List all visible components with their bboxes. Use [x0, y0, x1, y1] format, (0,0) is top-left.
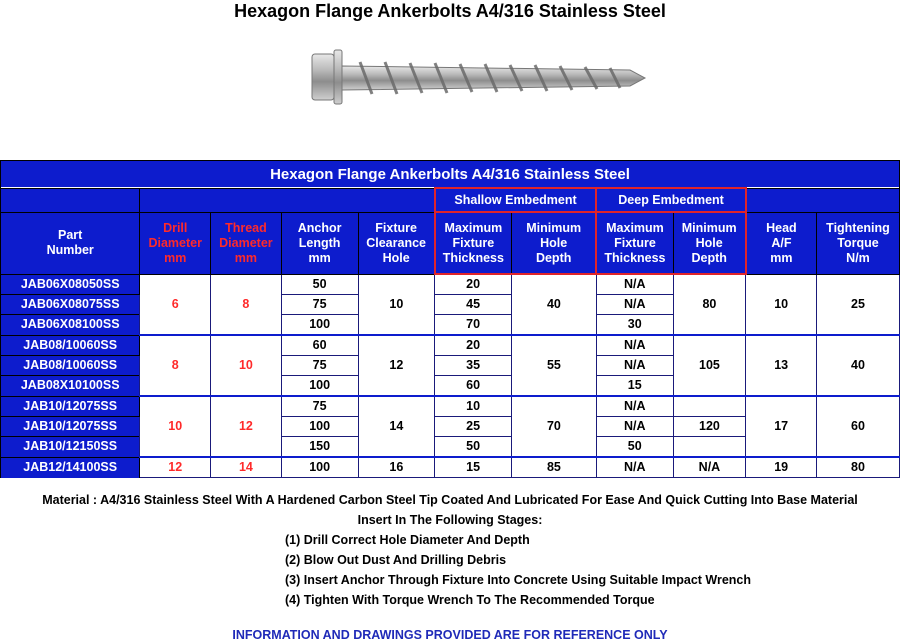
header-line: N/m: [846, 250, 870, 265]
anchor-length-cell: 150: [281, 437, 358, 458]
tightening-torque-cell: 40: [816, 335, 899, 396]
header-line: Length: [298, 235, 341, 250]
shallow-max-fixture-cell: 35: [435, 356, 512, 376]
header-line: mm: [770, 250, 793, 265]
header-line: Hole: [540, 235, 568, 250]
reference-disclaimer: INFORMATION AND DRAWINGS PROVIDED ARE FOR REFERENCE ONLY: [232, 628, 668, 642]
header-line: mm: [234, 250, 258, 265]
deep-max-fixture-cell: N/A: [596, 396, 673, 417]
part-number-cell: JAB08X10100SS: [1, 376, 140, 397]
install-step: (1) Drill Correct Hole Diameter And Depth: [285, 533, 530, 547]
table-row: [1, 457, 900, 478]
drill-diameter-cell: 12: [140, 457, 211, 478]
shallow-max-fixture-header: [435, 212, 512, 274]
fixture-clearance-cell: 12: [358, 335, 435, 396]
head-af-cell: 10: [746, 274, 817, 335]
deep-max-fixture-cell: 30: [596, 315, 673, 336]
thread-diameter-cell: 12: [211, 396, 282, 457]
shallow-min-hole-cell: 40: [512, 274, 597, 335]
header-line: Number: [46, 243, 94, 257]
deep-min-hole-header: [673, 212, 746, 274]
shallow-max-fixture-cell: 20: [435, 274, 512, 295]
install-step: (2) Blow Out Dust And Drilling Debris: [285, 553, 507, 567]
anchor-length-cell: 100: [281, 457, 358, 478]
thread-diameter-cell: 10: [211, 335, 282, 396]
anchor-length-cell: 100: [281, 376, 358, 397]
fixture-clearance-cell: 10: [358, 274, 435, 335]
thread-diameter-cell: 8: [211, 274, 282, 335]
anchor-length-cell: 75: [281, 356, 358, 376]
part-number-cell: JAB10/12075SS: [1, 396, 140, 417]
deep-min-hole-cell: 80: [673, 274, 746, 335]
deep-min-hole-cell: 120: [673, 417, 746, 437]
group-header-blank: [746, 188, 900, 212]
shallow-max-fixture-cell: 45: [435, 295, 512, 315]
head-af-cell: 19: [746, 457, 817, 478]
spec-table: [0, 160, 900, 478]
head-af-header: [746, 212, 817, 274]
part-number-cell: JAB06X08100SS: [1, 315, 140, 336]
anchor-length-header: [281, 212, 358, 274]
header-line: Depth: [535, 250, 572, 265]
header-line: Thickness: [604, 250, 666, 265]
header-line: Hole: [695, 235, 723, 250]
stages-heading: Insert In The Following Stages:: [357, 513, 543, 527]
notes-section: [0, 490, 900, 610]
table-title: Hexagon Flange Ankerbolts A4/316 Stainless Steel: [1, 161, 900, 189]
shallow-min-hole-cell: 70: [512, 396, 597, 457]
deep-max-fixture-cell: 15: [596, 376, 673, 397]
header-line: Head: [766, 220, 797, 235]
header-line: Clearance: [366, 235, 426, 250]
header-line: Maximum: [606, 220, 664, 235]
deep-max-fixture-cell: N/A: [596, 356, 673, 376]
install-step: (3) Insert Anchor Through Fixture Into Concrete Using Suitable Impact Wrench: [285, 573, 752, 587]
header-line: Minimum: [681, 220, 737, 235]
deep-max-fixture-cell: N/A: [596, 457, 673, 478]
group-header-blank: [1, 188, 140, 212]
part-number-cell: JAB08/10060SS: [1, 335, 140, 356]
deep-max-fixture-header: [596, 212, 673, 274]
tightening-torque-cell: 80: [816, 457, 899, 478]
anchor-length-cell: 100: [281, 315, 358, 336]
header-line: Drill: [163, 220, 188, 235]
header-line: Tightening: [826, 220, 890, 235]
group-header-blank: [140, 188, 435, 212]
material-note: Material : A4/316 Stainless Steel With A Hardened Carbon Steel Tip Coated And Lubricated For Ease And Quick Cutting Into Base Material: [42, 493, 858, 507]
header-line: mm: [308, 250, 331, 265]
deep-min-hole-cell: [673, 437, 746, 458]
header-line: Depth: [691, 250, 727, 265]
shallow-min-hole-header: [512, 212, 597, 274]
deep-embedment-header: Deep Embedment: [596, 188, 745, 212]
shallow-max-fixture-cell: 50: [435, 437, 512, 458]
header-line: Minimum: [526, 220, 582, 235]
page-title: Hexagon Flange Ankerbolts A4/316 Stainless Steel: [234, 1, 666, 21]
fixture-clearance-cell: 14: [358, 396, 435, 457]
anchor-length-cell: 100: [281, 417, 358, 437]
drill-diameter-cell: 8: [140, 335, 211, 396]
deep-min-hole-cell: [673, 396, 746, 417]
shallow-max-fixture-cell: 15: [435, 457, 512, 478]
anchor-length-cell: 60: [281, 335, 358, 356]
install-step: (4) Tighten With Torque Wrench To The Recommended Torque: [285, 593, 655, 607]
part-number-cell: JAB12/14100SS: [1, 457, 140, 478]
header-line: Fixture: [375, 220, 417, 235]
header-line: mm: [164, 250, 187, 265]
table-row: [1, 274, 900, 295]
drill-diameter-cell: 10: [140, 396, 211, 457]
thread-diameter-header: [211, 212, 282, 274]
drill-diameter-header: [140, 212, 211, 274]
tightening-torque-cell: 60: [816, 396, 899, 457]
part-number-cell: JAB10/12075SS: [1, 417, 140, 437]
tightening-torque-cell: 25: [816, 274, 899, 335]
part-number-cell: JAB10/12150SS: [1, 437, 140, 458]
head-af-cell: 13: [746, 335, 817, 396]
header-line: Fixture: [614, 235, 656, 250]
deep-max-fixture-cell: N/A: [596, 335, 673, 356]
deep-min-hole-cell: 105: [673, 335, 746, 396]
hex-flange-anchor-bolt-icon: [300, 48, 650, 108]
shallow-min-hole-cell: 55: [512, 335, 597, 396]
header-line: Part: [58, 228, 83, 242]
deep-max-fixture-cell: N/A: [596, 274, 673, 295]
deep-max-fixture-cell: N/A: [596, 417, 673, 437]
shallow-max-fixture-cell: 20: [435, 335, 512, 356]
thread-diameter-cell: 14: [211, 457, 282, 478]
anchor-length-cell: 75: [281, 295, 358, 315]
header-line: Maximum: [444, 220, 503, 235]
drill-diameter-cell: 6: [140, 274, 211, 335]
group-header-row: [1, 188, 900, 212]
header-line: Diameter: [219, 235, 273, 250]
part-number-cell: JAB06X08075SS: [1, 295, 140, 315]
table-row: [1, 396, 900, 417]
part-number-cell: JAB06X08050SS: [1, 274, 140, 295]
head-af-cell: 17: [746, 396, 817, 457]
table-title-row: [1, 161, 900, 189]
deep-min-hole-cell: N/A: [673, 457, 746, 478]
deep-max-fixture-cell: 50: [596, 437, 673, 458]
header-line: Torque: [837, 235, 879, 250]
shallow-max-fixture-cell: 70: [435, 315, 512, 336]
column-header-row: [1, 212, 900, 274]
part-number-cell: JAB08/10060SS: [1, 356, 140, 376]
header-line: Thickness: [442, 250, 504, 265]
shallow-min-hole-cell: 85: [512, 457, 597, 478]
table-row: [1, 335, 900, 356]
anchor-length-cell: 75: [281, 396, 358, 417]
fixture-clearance-header: [358, 212, 435, 274]
shallow-max-fixture-cell: 25: [435, 417, 512, 437]
header-line: Hole: [382, 250, 410, 265]
shallow-max-fixture-cell: 10: [435, 396, 512, 417]
header-line: Fixture: [452, 235, 495, 250]
shallow-max-fixture-cell: 60: [435, 376, 512, 397]
header-line: Diameter: [148, 235, 202, 250]
tightening-torque-header: [816, 212, 899, 274]
deep-max-fixture-cell: N/A: [596, 295, 673, 315]
header-line: Anchor: [297, 220, 342, 235]
fixture-clearance-cell: 16: [358, 457, 435, 478]
header-line: A/F: [771, 235, 792, 250]
shallow-embedment-header: Shallow Embedment: [435, 188, 597, 212]
anchor-length-cell: 50: [281, 274, 358, 295]
part-number-header: [1, 212, 140, 274]
header-line: Thread: [225, 220, 267, 235]
